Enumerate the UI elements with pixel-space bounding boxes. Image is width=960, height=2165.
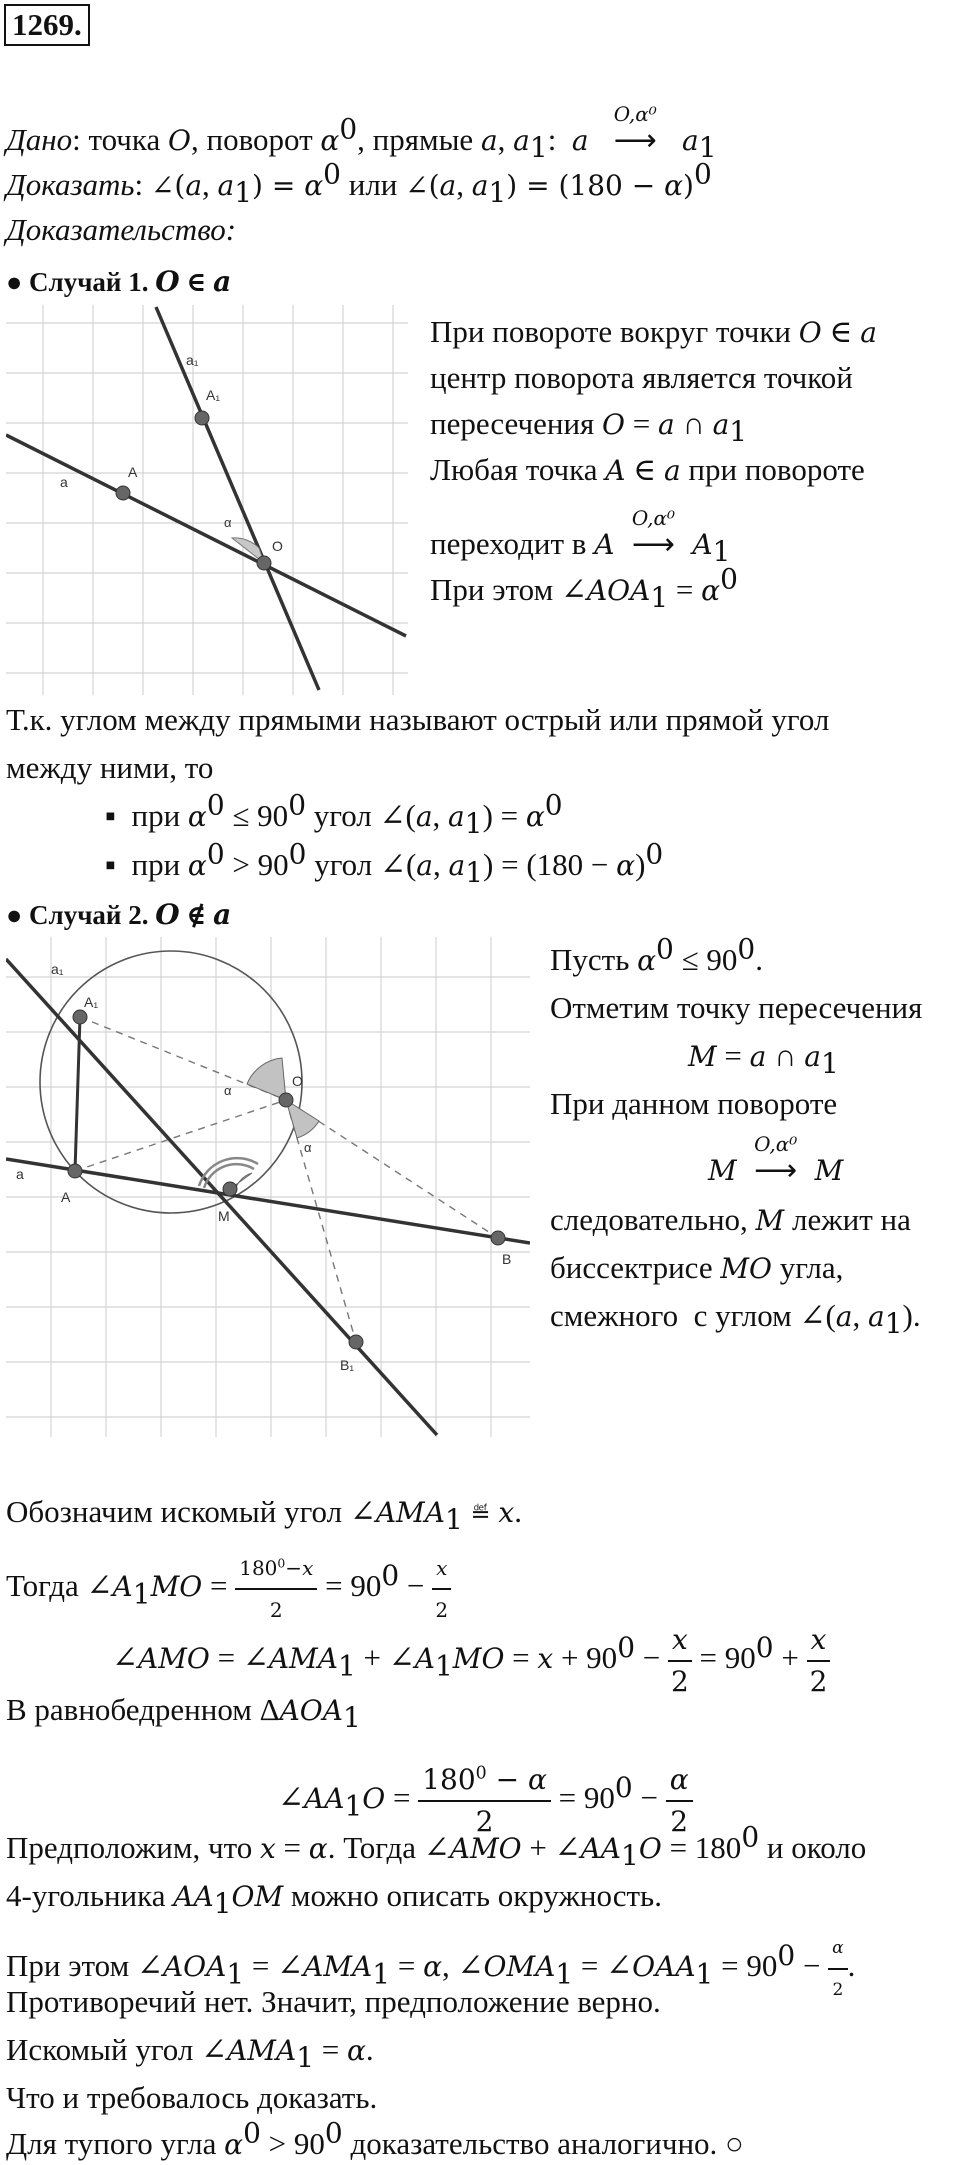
- label-a1: a₁: [51, 961, 64, 977]
- final-5: $\angle AA_1O$ = $\frac{180^0 - \alpha}{2}$ = $90^0$ − $\frac{\alpha}{2}$: [278, 1760, 693, 1842]
- point-O: [257, 556, 271, 570]
- final-3: ∠AMO = $\angle AMA_1$ + $\angle A_1MO = x + 90^0$ − $\frac{x}{2}$ = $90^0$ + $\frac{x}{2}$: [112, 1620, 830, 1702]
- line-a: [6, 435, 406, 636]
- problem-number: 1269.: [4, 4, 90, 46]
- case1-title: ● Случай 1. O ∈ a: [6, 265, 232, 298]
- case1-text-3: пересечения O = a ∩ $a_1$: [430, 406, 748, 449]
- line-a1: [156, 307, 319, 690]
- case2-text-4: При данном повороте: [550, 1086, 838, 1121]
- case2-title: ● Случай 2. O ∉ a: [6, 898, 232, 931]
- case2-text-6: следовательно, M лежит на: [550, 1202, 911, 1237]
- label-a: a: [16, 1166, 24, 1182]
- final-1: Обозначим искомый угол $\angle AMA_1$ ≝ x.: [6, 1494, 522, 1537]
- label-A1: A₁: [206, 387, 221, 403]
- point-B1: [349, 1335, 363, 1349]
- case1-text-2: центр поворота является точкой: [430, 360, 853, 395]
- point-A: [68, 1164, 82, 1178]
- final-2: Тогда $\angle A_1MO$ = $\frac{180^0-x}{2}$ = $90^0$ − $\frac{x}{2}$: [6, 1548, 451, 1630]
- case2-text-7: биссектрисе MO угла,: [550, 1250, 844, 1285]
- note-1: Т.к. углом между прямыми называют острый или прямой угол: [6, 702, 830, 737]
- label-A: A: [128, 464, 138, 480]
- case2-text-2: Отметим точку пересечения: [550, 990, 923, 1025]
- point-M: [223, 1182, 237, 1196]
- case2-figure: [6, 937, 530, 1437]
- case2-text-1: Пусть $\alpha^0 \le 90^0$.: [550, 932, 763, 977]
- point-A1: [73, 1010, 87, 1024]
- label-alpha-1: α: [224, 1083, 232, 1098]
- bullet-2: ▪ при $\alpha^0 > 90^0$ угол ∠(a, $a_1) = (180 - \alpha)^0$: [105, 837, 664, 890]
- label-M: M: [218, 1208, 230, 1224]
- point-O: [279, 1093, 293, 1107]
- final-11: Что и требовалось доказать.: [6, 2080, 378, 2115]
- final-8: При этом $\angle AOA_1$ = $\angle AMA_1 = \alpha$, $\angle OMA_1$ = $\angle OAA_1 = 90^0$ − $\frac{\alpha}{2}$ .: [6, 1928, 855, 2010]
- label-a1: a₁: [186, 352, 199, 368]
- angle-alpha-1: [247, 1058, 286, 1100]
- case1-text-4: Любая точка A ∈ a при повороте: [430, 452, 865, 487]
- final-6: Предположим, что x = α. Тогда ∠AMO + $\angle AA_1O = 180^0$ и около: [6, 1820, 867, 1873]
- given-line: Дано: точка O, поворот $\alpha^0$, прямые a, $a_1$: a O,α⁰ ⟶ $a_1$: [6, 102, 717, 165]
- label-O: O: [272, 538, 283, 554]
- case1-text-1: При повороте вокруг точки O ∈ a: [430, 314, 877, 349]
- case1-figure: [6, 305, 408, 695]
- point-A1: [195, 411, 209, 425]
- note-2: между ними, то: [6, 750, 214, 785]
- label-A1: A₁: [84, 994, 99, 1010]
- final-4: В равнобедренном $\Delta AOA_1$: [6, 1692, 361, 1735]
- case1-text-5: переходит в A O,α⁰ ⟶ $A_1$: [430, 506, 731, 569]
- label-a: a: [60, 474, 68, 490]
- label-B1: B₁: [340, 1357, 355, 1373]
- case2-text-5: M O,α⁰ ⟶ M: [708, 1132, 844, 1188]
- case2-text-3: M = a ∩ $a_1$: [688, 1038, 839, 1081]
- bullet-1: ▪ при $\alpha^0 \le 90^0$ угол ∠(a, $a_1) = \alpha^0$: [105, 788, 563, 841]
- case2-text-8: смежного с углом ∠(a, $a_1$).: [550, 1298, 921, 1341]
- final-7: 4-угольника $AA_1OM$ можно описать окружность.: [6, 1878, 662, 1921]
- rotation-arrow: O,α⁰ ⟶: [613, 102, 657, 158]
- point-B: [491, 1231, 505, 1245]
- label-alpha: α: [224, 515, 232, 530]
- line-a: [6, 1159, 530, 1243]
- final-12: Для тупого угла $\alpha^0 > 90^0$ доказательство аналогично. ○: [6, 2116, 744, 2161]
- final-10: Искомый угол $\angle AMA_1 = \alpha$.: [6, 2032, 374, 2075]
- point-A: [116, 486, 130, 500]
- prove-line: Доказать: ∠(a, $a_1) = \alpha^0$ или ∠(a, $a_1) = (180 - \alpha)^0$: [6, 157, 712, 210]
- label-B: B: [502, 1251, 512, 1267]
- label-A: A: [61, 1189, 71, 1205]
- proof-label: Доказательство:: [6, 212, 237, 247]
- label-O: O: [292, 1073, 303, 1089]
- final-9: Противоречий нет. Значит, предположение верно.: [6, 1984, 661, 2019]
- label-alpha-2: α: [304, 1140, 312, 1155]
- case1-text-6: При этом $\angle AOA_1 = \alpha^0$: [430, 562, 738, 615]
